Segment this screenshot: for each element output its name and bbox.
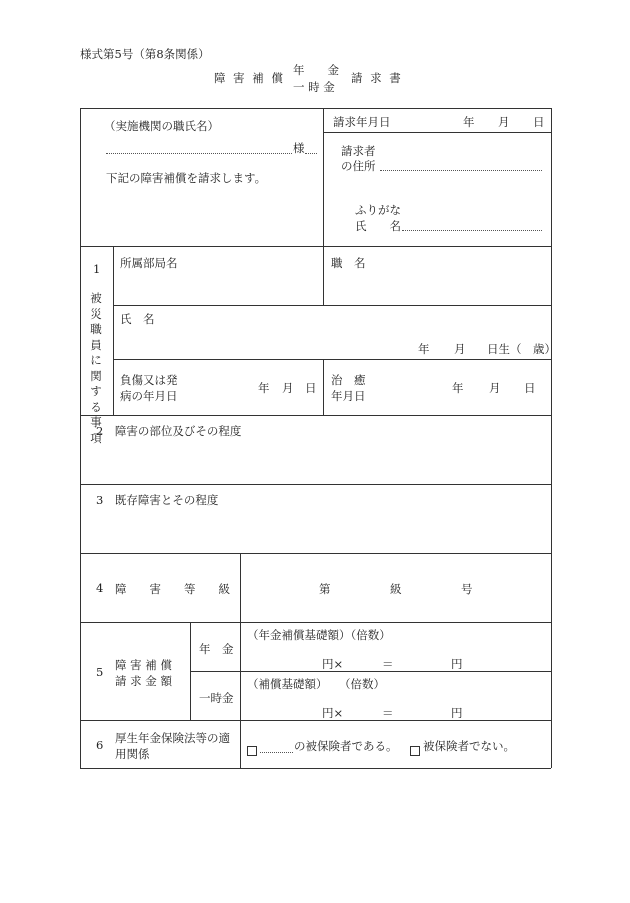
section6-label-2: 用関係 (115, 747, 150, 761)
request-date-month: 月 (498, 115, 510, 129)
section4-label: 障 害 等 級 (115, 582, 230, 596)
claimant-label-1: 請求者 (341, 144, 376, 158)
request-text: 下記の障害補償を請求します。 (106, 171, 267, 185)
pension-yen: 円 (451, 657, 463, 671)
healed-day: 日 (524, 381, 536, 395)
section2-label: 2 障害の部位及びその程度 (96, 424, 242, 438)
pension-label: 年 金 (199, 642, 234, 656)
pension-equals: ＝ (382, 657, 394, 671)
section6-number: 6 (96, 738, 104, 752)
injury-date-label-2: 病の年月日 (120, 389, 178, 403)
birth-year: 年 (418, 342, 430, 356)
healed-month: 月 (489, 381, 501, 395)
section1-number: 1 (93, 262, 101, 276)
title-pension: 年 金 (293, 63, 339, 77)
section6-label-1: 厚生年金保険法等の適 (115, 731, 230, 745)
injury-month: 月 (282, 381, 294, 395)
position-label: 職 名 (331, 256, 366, 270)
institution-label: （実施機関の職氏名） (104, 119, 219, 133)
lump-yen: 円 (451, 706, 463, 720)
injury-date-label-1: 負傷又は発 (120, 373, 178, 387)
grade-dai: 第 (319, 582, 331, 596)
lump-equals: ＝ (382, 706, 394, 720)
section3-label: 3 既存障害とその程度 (96, 493, 219, 507)
section5-number: 5 (96, 665, 104, 679)
title-right: 請 求 書 (351, 71, 403, 85)
insured-blank-line[interactable] (260, 752, 293, 753)
sama-suffix: 様 (293, 141, 305, 155)
request-date-year: 年 (463, 115, 475, 129)
lump-formula-label: （補償基礎額） （倍数） (247, 677, 385, 691)
grade-go: 号 (461, 582, 473, 596)
section4-number: 4 (96, 581, 104, 595)
injury-day: 日 (305, 381, 317, 395)
institution-name-line[interactable] (106, 153, 292, 154)
insured-checkbox[interactable] (247, 740, 259, 759)
section5-label-1: 障 害 補 償 (115, 658, 172, 672)
dept-label: 所属部局名 (120, 256, 178, 270)
section5-label-2: 請 求 金 額 (115, 674, 172, 688)
claimant-address-line[interactable] (380, 170, 542, 171)
claimant-name-line[interactable] (402, 230, 542, 231)
birth-month: 月 (454, 342, 466, 356)
request-date-day: 日 (533, 115, 545, 129)
pension-yen-times: 円× (322, 657, 344, 671)
form-number: 様式第5号（第8条関係） (80, 47, 210, 61)
not-insured-text: 被保険者でない。 (423, 739, 515, 753)
lump-yen-times: 円× (322, 706, 344, 720)
grade-kyu: 級 (390, 582, 402, 596)
request-date-label: 請求年月日 (333, 115, 391, 129)
title-left: 障 害 補 償 (214, 71, 285, 85)
furigana-label: ふりがな (355, 203, 401, 217)
not-insured-checkbox[interactable] (410, 740, 422, 759)
claimant-name-label: 氏 名 (355, 219, 401, 233)
section1-vertical-label: 被災職員に関する事項 (90, 291, 102, 445)
title-lump-sum: 一 時 金 (293, 80, 335, 94)
pension-formula-label: （年金補償基礎額）（倍数） (247, 628, 391, 642)
injury-year: 年 (258, 381, 270, 395)
lump-sum-label: 一時金 (199, 691, 234, 705)
claimant-address-label: の住所 (341, 159, 376, 173)
healed-date-label-2: 年月日 (331, 389, 366, 403)
healed-year: 年 (452, 381, 464, 395)
healed-date-label-1: 治 癒 (331, 373, 366, 387)
birth-day-age: 日生（ 歳） (487, 342, 556, 356)
employee-name-label: 氏 名 (120, 312, 155, 326)
insured-text: の被保険者である。 (294, 739, 398, 753)
